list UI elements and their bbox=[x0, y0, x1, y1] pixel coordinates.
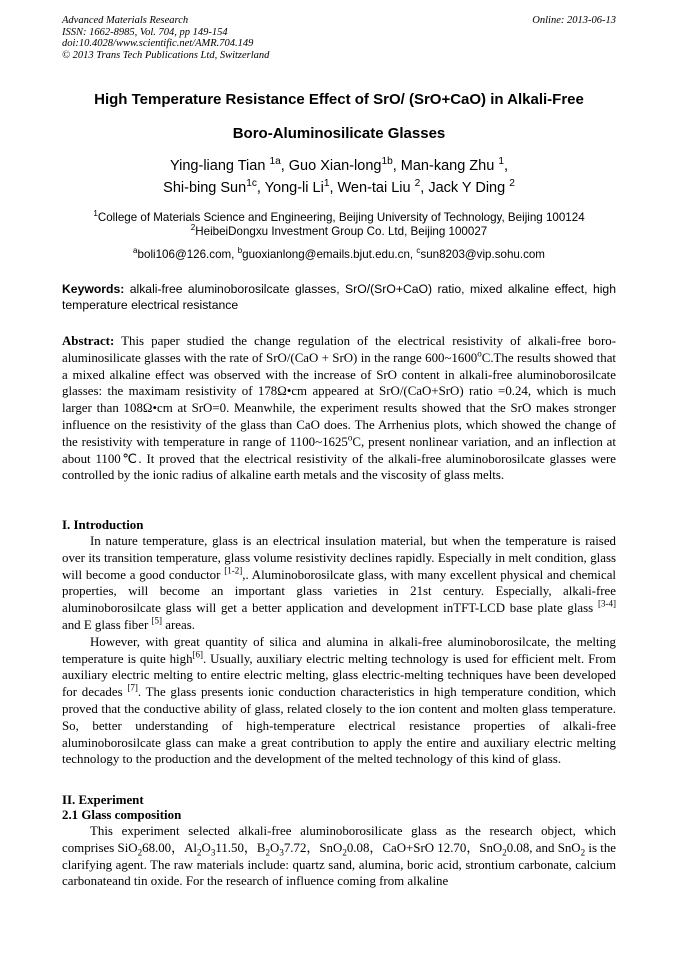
paragraph bbox=[62, 533, 616, 634]
keywords-label: Keywords: bbox=[62, 282, 125, 296]
journal-header bbox=[62, 15, 616, 61]
author-name: , Man-kang Zhu bbox=[392, 158, 499, 174]
email-sup: b bbox=[237, 246, 243, 256]
paragraph-text: However, with great quantity of silica and alumina in alkali-free aluminoborosilcate, the melting temperature is quite high bbox=[62, 634, 616, 666]
author-name: Shi-bing Sun bbox=[163, 180, 247, 196]
paper-title-line-2: Boro-Aluminosilicate Glasses bbox=[232, 125, 446, 142]
keywords-block bbox=[62, 282, 616, 313]
paragraph-text: . Usually, auxiliary electric melting technology is used for efficient melt. From auxiliary electric melting to entire electric melting, glass electric-melting techniques have been developed for decades bbox=[62, 651, 617, 700]
subsection-heading-glass-composition: 2.1 Glass composition bbox=[62, 808, 182, 822]
formula-sub: 2 bbox=[137, 847, 143, 858]
authors-block bbox=[40, 155, 638, 199]
section-heading-experiment: II. Experiment bbox=[62, 793, 144, 807]
author-sup: 2 bbox=[509, 178, 515, 190]
formula-value: 7.72， bbox=[283, 840, 320, 855]
affiliation-1 bbox=[40, 210, 638, 225]
formula-value: CaO+SrO 12.70， bbox=[382, 840, 480, 855]
affiliation-sup: 2 bbox=[190, 223, 196, 233]
formula: O bbox=[201, 840, 211, 855]
author-sup: 1a bbox=[269, 156, 281, 168]
formula-sub: 2 bbox=[265, 847, 270, 858]
abstract-text: C, present nonlinear variation, and an inflection at about 1100℃. It proved that the electrical resistivity of the alkali-free aluminoborosilcate glasses were controlled by the ionic radius of alkaline earth metals and the viscosity of glass melts. bbox=[62, 434, 616, 483]
formula-sub: 2 bbox=[342, 847, 347, 858]
author-sup: 1b bbox=[381, 156, 393, 168]
introduction-body bbox=[62, 533, 616, 768]
degree-sup: o bbox=[347, 432, 353, 443]
citation: [1-2] bbox=[224, 565, 243, 576]
paragraph-text: and E glass fiber bbox=[62, 617, 152, 632]
degree-sup: o bbox=[477, 348, 482, 359]
journal-name: Advanced Materials Research bbox=[62, 15, 189, 26]
citation: [5] bbox=[151, 615, 163, 626]
paragraph-text: In nature temperature, glass is an electrical insulation material, but when the temperature is raised over its transition temperature, glass volume resistivity declines rapidly. Especially in melt condition, glass will become a good conductor bbox=[62, 534, 616, 582]
affiliation-text: College of Materials Science and Engineering, Beijing University of Technology, Beijing 100124 bbox=[97, 211, 585, 224]
formula: SiO bbox=[117, 840, 138, 855]
emails-line bbox=[40, 247, 638, 262]
abstract-text: C.The results showed that a mixed alkaline effect was observed with the increase of SrO content in alkali-free aluminoborosilcate glasses: the maximam resistivity of 178Ω•cm appeared at SrO/(CaO+SrO) ratio =0.24, which is much larger than 108Ω•cm at SrO=0. Meanwhile, the experiment results showed that the SrO makes stronger influence on the resistivity of the glass than CaO does. The Arrhenius plots, which showed the change of the resistivity with temperature in range of 1100~1625 bbox=[62, 350, 616, 449]
formula-sub: 3 bbox=[210, 847, 216, 858]
author-name: , Jack Y Ding bbox=[420, 180, 510, 196]
formula: O bbox=[270, 840, 280, 855]
affiliation-text: HeibeiDongxu Investment Group Co. Ltd, Beijing 100027 bbox=[195, 225, 488, 238]
author-name: , Yong-li Li bbox=[256, 180, 324, 196]
paragraph bbox=[62, 823, 616, 890]
abstract-block bbox=[62, 333, 616, 484]
author-sup: 1 bbox=[323, 178, 330, 190]
paragraph-text: This experiment selected alkali-free aluminoborosilicate glass as the research object, which comprises bbox=[62, 824, 616, 855]
affiliation-sup: 1 bbox=[93, 209, 98, 219]
formula: B bbox=[256, 840, 266, 855]
formula: SnO bbox=[319, 840, 343, 855]
experiment-body bbox=[62, 823, 616, 890]
author-name: , Guo Xian-long bbox=[280, 158, 382, 174]
authors-line-1 bbox=[40, 155, 638, 177]
doi-line: doi:10.4028/www.scientific.net/AMR.704.149 bbox=[62, 38, 254, 49]
citation: [3-4] bbox=[597, 598, 616, 609]
author-sup: 1 bbox=[498, 156, 504, 168]
keywords-text: alkali-free aluminoborosilcate glasses, SrO/(SrO+CaO) ratio, mixed alkaline effect, high temperature electrical resistance bbox=[62, 282, 616, 312]
email-sup: a bbox=[133, 246, 138, 256]
formula: SnO bbox=[479, 840, 503, 855]
issn-line: ISSN: 1662-8985, Vol. 704, pp 149-154 bbox=[62, 26, 228, 38]
author-sup: 1c bbox=[246, 178, 257, 190]
formula-value: 0.08, and bbox=[506, 840, 558, 855]
formula: Al bbox=[184, 840, 198, 855]
authors-line-2 bbox=[40, 177, 638, 199]
paragraph-text: ,. Aluminoborosilcate glass, with many excellent physical and chemical properties, will become an important glass varieties in 21st century. Especially, alkali-free aluminoborosilcate glass will get a better application and development inTFT-LCD base plate glass bbox=[62, 567, 616, 616]
paragraph-text: is the clarifying agent. The raw materials include: quartz sand, alumina, boric acid, strontium carbonate, calcium carbonateand tin oxide. For the research of influence coming from alkaline bbox=[62, 840, 617, 889]
formula-sub: 3 bbox=[279, 847, 284, 858]
formula-value: 0.08， bbox=[346, 840, 383, 855]
abstract-text: This paper studied the change regulation of the electrical resistivity of alkali-free boro-aluminosilicate glasses with the rate of SrO/(CaO + SrO) in the range 600~1600 bbox=[62, 334, 616, 365]
email-a: boli106@126.com, bbox=[137, 248, 238, 261]
formula-value: 68.00， bbox=[142, 840, 185, 855]
abstract-label: Abstract: bbox=[62, 334, 115, 348]
paragraph-text: . The glass presents ionic conduction characteristics in high temperature condition, which proved that the conductive ability of glass, related closely to the ion content and molten glass temperature. So, better understanding of high-temperature electrical resistance properties of alkali-free aluminoborosilcate glass can make a great contribution to apply the entire and auxiliary electric melting technology to the production and the development of the melted technology of this kind of glass. bbox=[62, 685, 616, 767]
copyright-line: © 2013 Trans Tech Publications Ltd, Switzerland bbox=[62, 49, 270, 61]
citation: [6] bbox=[192, 649, 204, 660]
formula-sub: 2 bbox=[502, 847, 507, 858]
email-b: guoxianlong@emails.bjut.edu.cn, bbox=[242, 248, 417, 261]
author-sup: 2 bbox=[414, 178, 421, 190]
formula: SnO bbox=[557, 840, 581, 855]
online-date: Online: 2013-06-13 bbox=[532, 15, 616, 26]
author-separator: , bbox=[503, 158, 508, 174]
formula-value: 11.50， bbox=[215, 840, 257, 855]
section-heading-introduction: I. Introduction bbox=[62, 518, 144, 532]
formula-sub: 2 bbox=[197, 847, 202, 858]
formula-sub: 2 bbox=[580, 847, 586, 858]
paragraph bbox=[62, 634, 616, 768]
author-name: , Wen-tai Liu bbox=[329, 180, 415, 196]
affiliation-2 bbox=[40, 224, 638, 239]
paragraph-text: areas. bbox=[162, 617, 195, 632]
email-c: sun8203@vip.sohu.com bbox=[420, 248, 545, 261]
paper-title-line-1: High Temperature Resistance Effect of SrO/ (SrO+CaO) in Alkali-Free bbox=[94, 91, 584, 108]
author-name: Ying-liang Tian bbox=[170, 158, 270, 174]
email-sup: c bbox=[416, 246, 421, 256]
citation: [7] bbox=[127, 682, 138, 693]
